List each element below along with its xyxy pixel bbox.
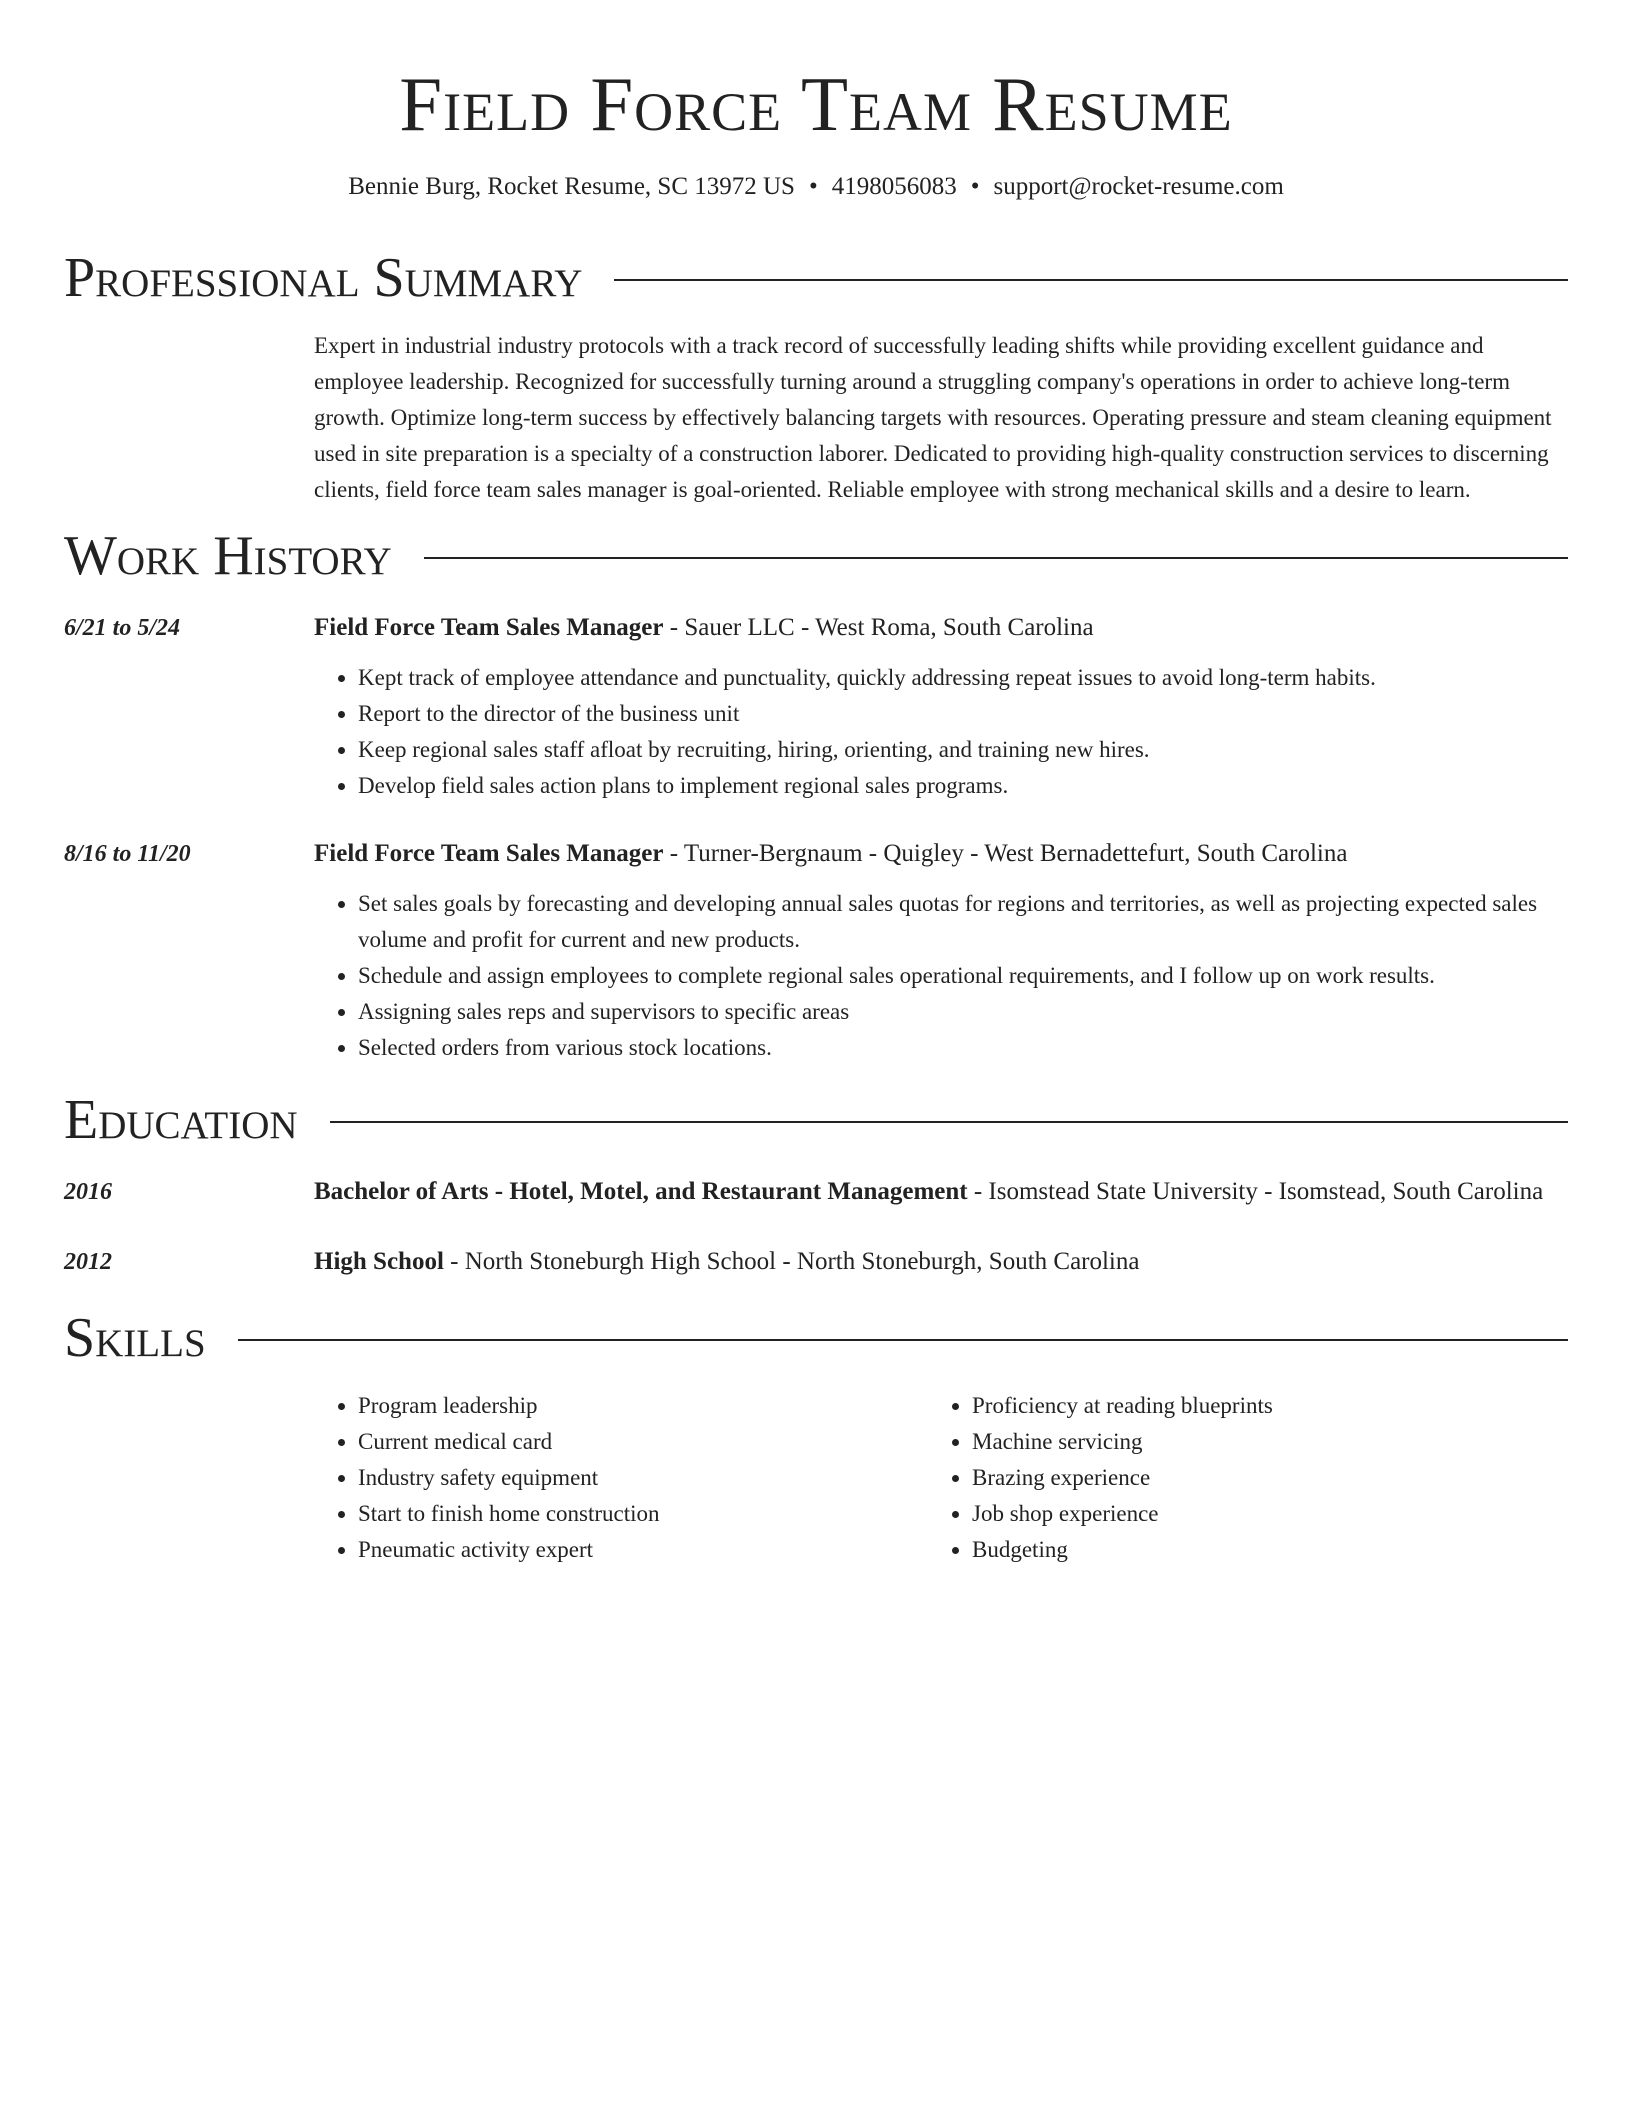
education-details: - North Stoneburgh High School - North Stoneburgh, South Carolina bbox=[443, 1248, 1140, 1275]
job-bullet: • Develop field sales action plans to implement regional sales programs. bbox=[358, 768, 1568, 804]
job-entry bbox=[64, 608, 1568, 804]
job-bullet: • Selected orders from various stock locations. bbox=[358, 1030, 1568, 1066]
education-degree: Bachelor of Arts - Hotel, Motel, and Restaurant Management bbox=[314, 1178, 968, 1205]
skills-right-column bbox=[928, 1388, 1542, 1568]
skill-item: • Budgeting bbox=[972, 1532, 1542, 1568]
job-dates: 8/16 to 11/20 bbox=[64, 841, 191, 867]
education-body bbox=[314, 1172, 1568, 1212]
skill-item: • Job shop experience bbox=[972, 1496, 1542, 1532]
contact-phone: 4198056083 bbox=[831, 173, 957, 200]
job-entry bbox=[64, 834, 1568, 1066]
contact-address: Bennie Burg, Rocket Resume, SC 13972 US bbox=[348, 173, 795, 200]
summary-section-header bbox=[64, 248, 1568, 308]
contact-separator: • bbox=[970, 173, 980, 200]
job-bullets bbox=[314, 886, 1568, 1066]
job-bullet: • Kept track of employee attendance and punctuality, quickly addressing repeat issues to avoid long-term habits. bbox=[358, 660, 1568, 696]
summary-heading: Professional Summary bbox=[64, 247, 583, 309]
skill-item: • Start to finish home construction bbox=[358, 1496, 928, 1532]
education-entry bbox=[64, 1242, 1568, 1282]
job-dates: 6/21 to 5/24 bbox=[64, 615, 181, 641]
job-title: Field Force Team Sales Manager bbox=[314, 840, 664, 867]
job-body bbox=[314, 834, 1568, 1066]
job-bullet: • Keep regional sales staff afloat by recruiting, hiring, orienting, and training new hires. bbox=[358, 732, 1568, 768]
job-details: - Turner-Bergnaum - Quigley - West Bernadettefurt, South Carolina bbox=[663, 840, 1348, 867]
job-bullet: • Report to the director of the business unit bbox=[358, 696, 1568, 732]
education-year: 2012 bbox=[64, 1249, 112, 1275]
job-title-line bbox=[314, 608, 1568, 648]
job-body bbox=[314, 608, 1568, 804]
education-heading: Education bbox=[64, 1089, 298, 1151]
skills-section-header bbox=[64, 1308, 1568, 1368]
section-divider bbox=[614, 279, 1568, 281]
education-line bbox=[314, 1242, 1568, 1282]
work-section-header bbox=[64, 526, 1568, 586]
skill-item: • Program leadership bbox=[358, 1388, 928, 1424]
section-divider bbox=[238, 1339, 1568, 1341]
education-details: - Isomstead State University - Isomstead, South Carolina bbox=[967, 1178, 1544, 1205]
resume-title: Field Force Team Resume bbox=[399, 61, 1233, 147]
job-title-line bbox=[314, 834, 1568, 874]
education-section-header bbox=[64, 1090, 1568, 1150]
education-year: 2016 bbox=[64, 1179, 112, 1205]
job-details: - Sauer LLC - West Roma, South Carolina bbox=[663, 614, 1094, 641]
section-divider bbox=[424, 557, 1568, 559]
education-line bbox=[314, 1172, 1568, 1212]
skills-left-column bbox=[314, 1388, 928, 1568]
skill-item: • Brazing experience bbox=[972, 1460, 1542, 1496]
skill-item: • Current medical card bbox=[358, 1424, 928, 1460]
education-degree: High School bbox=[314, 1248, 444, 1275]
job-title: Field Force Team Sales Manager bbox=[314, 614, 664, 641]
skills-columns bbox=[314, 1388, 1568, 1568]
contact-line bbox=[64, 172, 1568, 202]
job-bullet: • Schedule and assign employees to complete regional sales operational requirements, and I follow up on work results. bbox=[358, 958, 1568, 994]
skill-item: • Industry safety equipment bbox=[358, 1460, 928, 1496]
work-heading: Work History bbox=[64, 525, 392, 587]
job-bullets bbox=[314, 660, 1568, 804]
section-divider bbox=[330, 1121, 1568, 1123]
work-history-list bbox=[64, 608, 1568, 1066]
education-list bbox=[64, 1172, 1568, 1282]
skill-item: • Pneumatic activity expert bbox=[358, 1532, 928, 1568]
education-body bbox=[314, 1242, 1568, 1282]
contact-separator: • bbox=[808, 173, 818, 200]
job-bullet: • Set sales goals by forecasting and developing annual sales quotas for regions and territories, as well as projecting expected sales volume and profit for current and new products. bbox=[358, 886, 1568, 958]
job-bullet: • Assigning sales reps and supervisors to specific areas bbox=[358, 994, 1568, 1030]
education-entry bbox=[64, 1172, 1568, 1212]
contact-email: support@rocket-resume.com bbox=[993, 173, 1284, 200]
skill-item: • Proficiency at reading blueprints bbox=[972, 1388, 1542, 1424]
skills-heading: Skills bbox=[64, 1307, 206, 1369]
summary-text: Expert in industrial industry protocols with a track record of successfully leading shifts while providing excellent guidance and employee leadership. Recognized for successfully turning around a struggling company's operations in order to achieve long-term growth. Optimize long-term success by effectively balancing targets with resources. Operating pressure and steam cleaning equipment used in site preparation is a specialty of a construction laborer. Dedicated to providing high-quality construction services to discerning clients, field force team sales manager is goal-oriented. Reliable employee with strong mechanical skills and a desire to learn. bbox=[314, 333, 1552, 502]
skill-item: • Machine servicing bbox=[972, 1424, 1542, 1460]
